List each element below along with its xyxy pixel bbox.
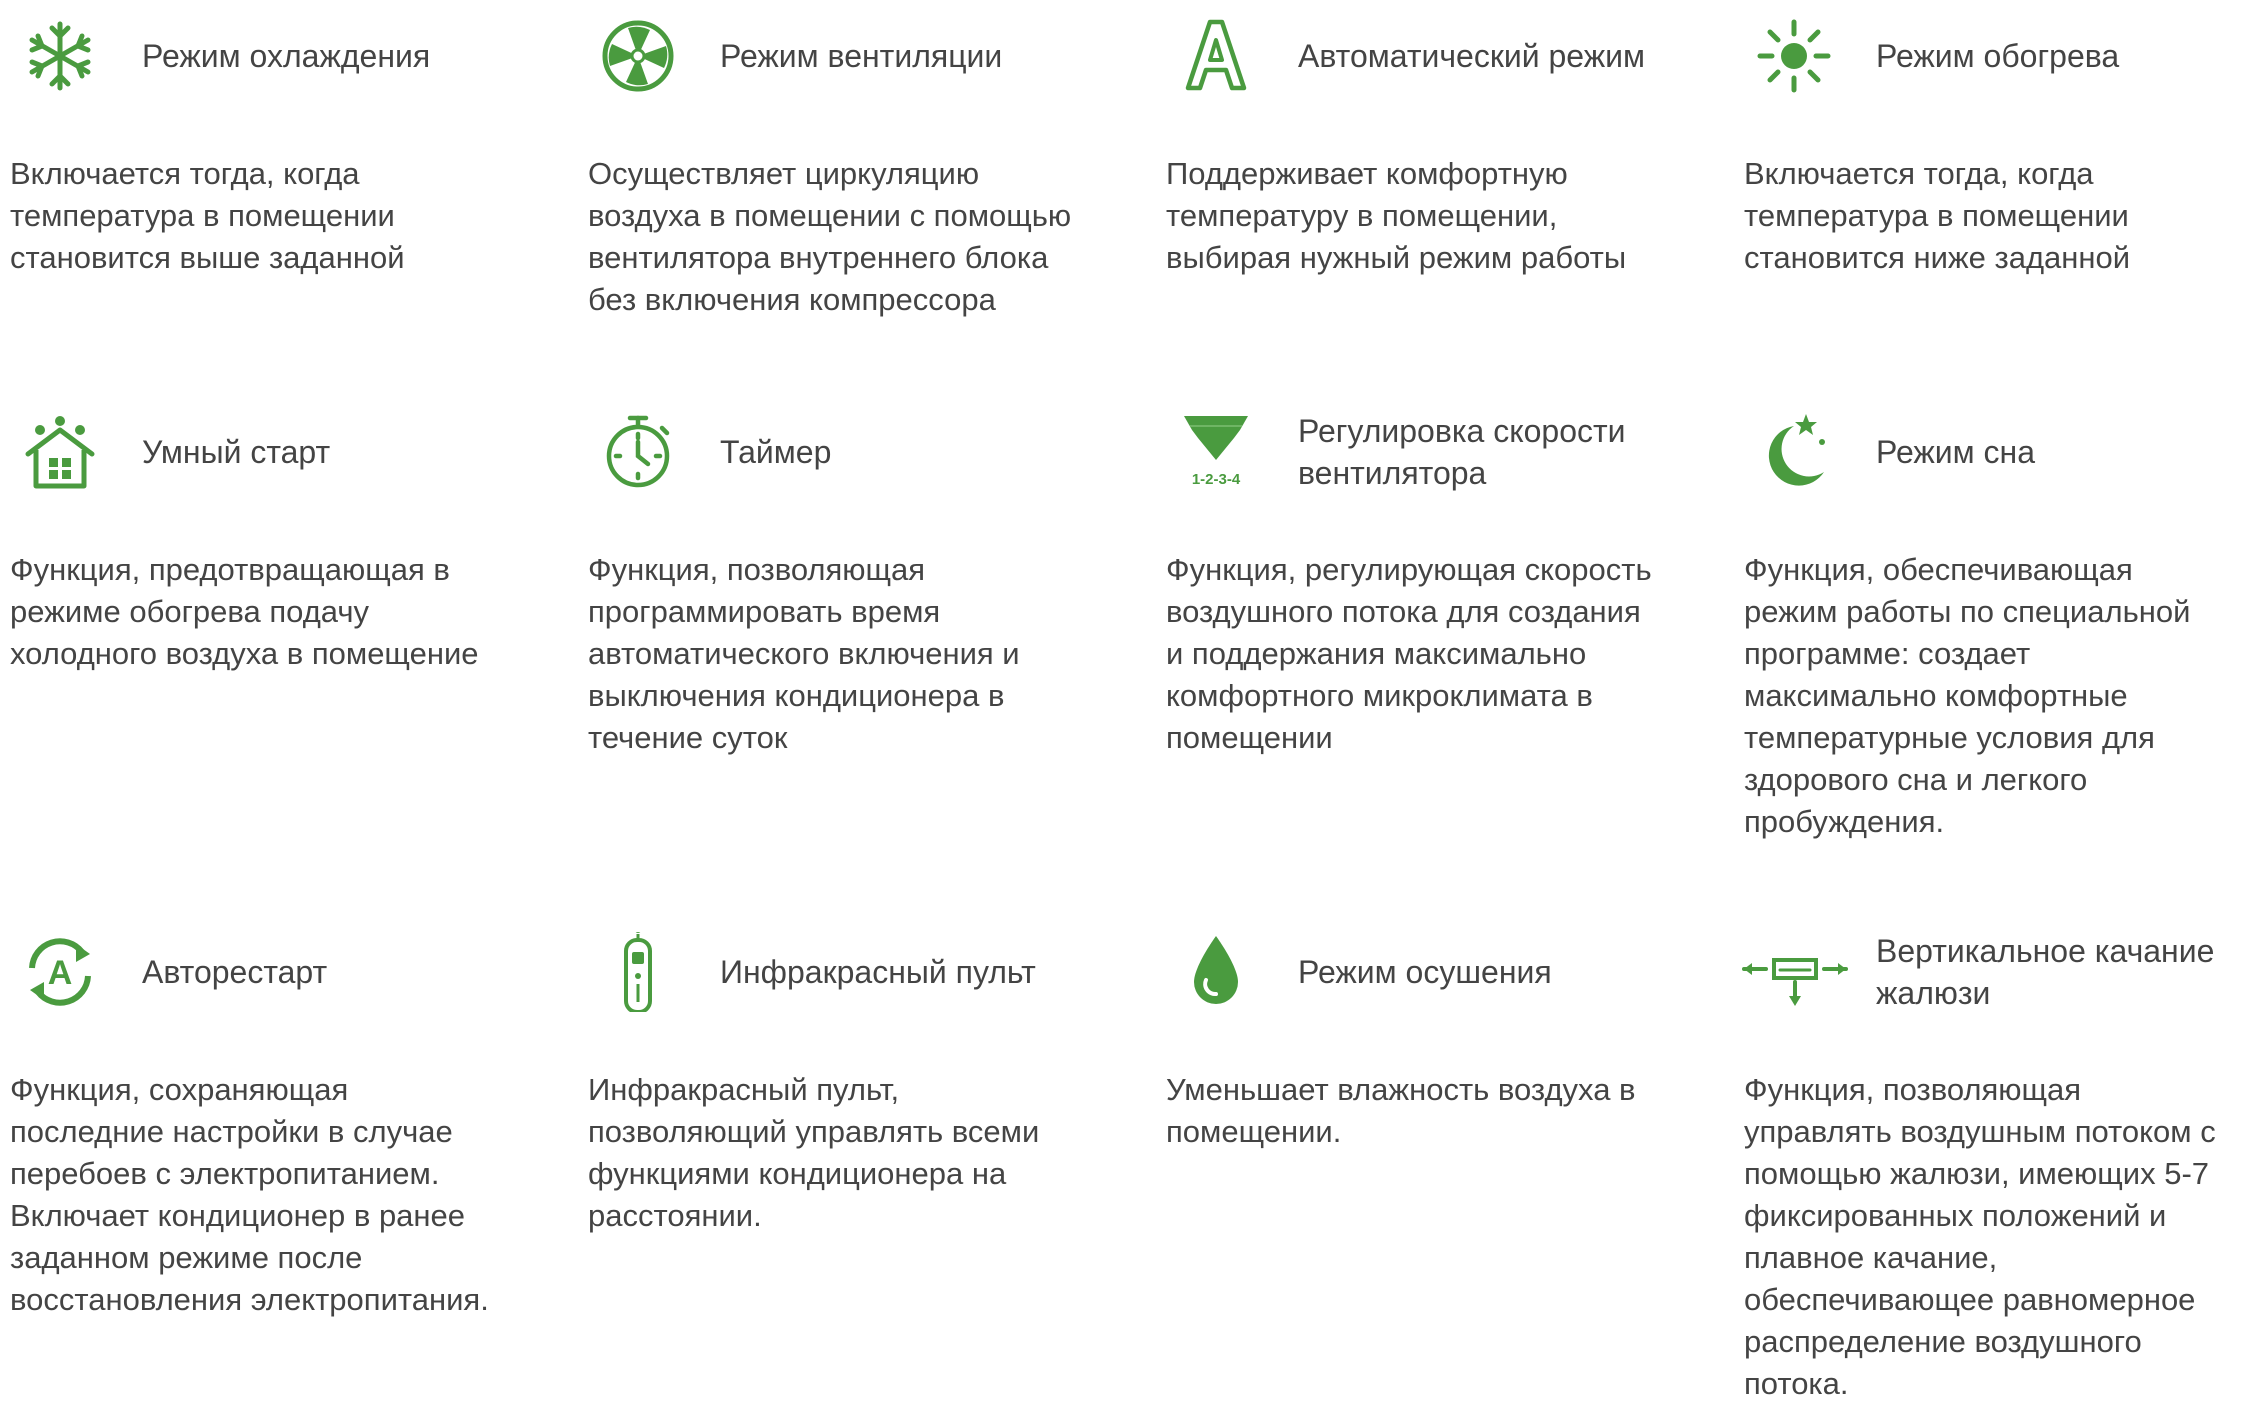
description-line: Функция, позволяющая (1744, 1072, 2082, 1107)
feature-description (1166, 1069, 1706, 1153)
description-line: Включает кондиционер в ранее (10, 1198, 466, 1233)
water-drop-icon (1176, 932, 1256, 1012)
description-line: Поддерживает комфортную (1166, 156, 1568, 191)
description-line: без включения компрессора (588, 282, 996, 317)
description-line: программировать время (588, 594, 941, 629)
feature-description (10, 549, 550, 675)
description-line: помощью жалюзи, имеющих 5-7 (1744, 1156, 2210, 1191)
description-line: здорового сна и легкого (1744, 762, 2088, 797)
feature-title: Режим осушения (1298, 954, 1552, 990)
feature-description (10, 1069, 550, 1321)
description-line: температура в помещении (1744, 198, 2129, 233)
description-line: Включается тогда, когда (1744, 156, 2094, 191)
fan-icon (598, 16, 678, 96)
description-line: температура в помещении (10, 198, 395, 233)
fan-speed-label: 1-2-3-4 (1191, 471, 1241, 488)
title-line: Регулировка скорости (1298, 413, 1626, 449)
description-line: холодного воздуха в помещение (10, 636, 479, 671)
feature-title (1876, 930, 2260, 1014)
description-line: помещении (1166, 720, 1333, 755)
feature-title: Умный старт (142, 434, 331, 470)
house-icon (20, 412, 100, 492)
description-line: режим работы по специальной (1744, 594, 2191, 629)
description-line: Функция, обеспечивающая (1744, 552, 2133, 587)
feature-title: Режим охлаждения (142, 38, 431, 74)
description-line: потока. (1744, 1366, 1849, 1401)
description-line: пробуждения. (1744, 804, 1945, 839)
autorestart-icon (20, 932, 100, 1012)
description-line: программе: создает (1744, 636, 2031, 671)
description-line: становится выше заданной (10, 240, 405, 275)
feature-description (1744, 153, 2260, 279)
title-line: жалюзи (1876, 975, 1991, 1011)
description-line: и поддержания максимально (1166, 636, 1587, 671)
description-line: Функция, сохраняющая (10, 1072, 349, 1107)
remote-control-icon (598, 932, 678, 1012)
description-line: восстановления электропитания. (10, 1282, 489, 1317)
description-line: выключения кондиционера в (588, 678, 1005, 713)
feature-title: Автоматический режим (1298, 38, 1645, 74)
description-line: Функция, предотвращающая в (10, 552, 450, 587)
description-line: распределение воздушного (1744, 1324, 2142, 1359)
feature-description (1744, 1069, 2260, 1405)
feature-title: Инфракрасный пульт (720, 954, 1036, 990)
feature-title: Режим вентиляции (720, 38, 1003, 74)
title-line: вентилятора (1298, 455, 1487, 491)
description-line: комфортного микроклимата в (1166, 678, 1593, 713)
description-line: плавное качание, (1744, 1240, 1998, 1275)
description-line: Функция, позволяющая (588, 552, 926, 587)
description-line: режиме обогрева подачу (10, 594, 369, 629)
description-line: управлять воздушным потоком с (1744, 1114, 2216, 1149)
description-line: воздуха в помещении с помощью (588, 198, 1072, 233)
snowflake-icon (20, 16, 100, 96)
autorestart-letter: A (47, 954, 73, 992)
description-line: температуру в помещении, (1166, 198, 1558, 233)
description-line: позволяющий управлять всеми (588, 1114, 1040, 1149)
feature-description (1166, 153, 1706, 279)
description-line: течение суток (588, 720, 788, 755)
description-line: обеспечивающее равномерное (1744, 1282, 2196, 1317)
title-line: Вертикальное качание (1876, 933, 2215, 969)
description-line: Включается тогда, когда (10, 156, 360, 191)
feature-description (10, 153, 550, 279)
description-line: Уменьшает влажность воздуха в (1166, 1072, 1636, 1107)
description-line: помещении. (1166, 1114, 1342, 1149)
fan-speed-icon (1176, 412, 1256, 492)
description-line: максимально комфортные (1744, 678, 2128, 713)
description-line: выбирая нужный режим работы (1166, 240, 1627, 275)
description-line: температурные условия для (1744, 720, 2155, 755)
feature-description (588, 549, 1128, 759)
louver-swing-icon (1740, 932, 1850, 1012)
feature-description (588, 153, 1128, 321)
feature-description (588, 1069, 1128, 1237)
feature-description (1744, 549, 2260, 843)
description-line: автоматического включения и (588, 636, 1020, 671)
description-line: Функция, регулирующая скорость (1166, 552, 1652, 587)
sun-icon (1754, 16, 1834, 96)
description-line: вентилятора внутреннего блока (588, 240, 1049, 275)
description-line: фиксированных положений и (1744, 1198, 2167, 1233)
description-line: перебоев с электропитанием. (10, 1156, 440, 1191)
description-line: воздушного потока для создания (1166, 594, 1641, 629)
feature-title: Режим сна (1876, 434, 2036, 470)
stopwatch-icon (598, 412, 678, 492)
feature-title: Авторестарт (142, 954, 328, 990)
moon-icon (1754, 412, 1834, 492)
feature-title (1298, 410, 1698, 494)
description-line: заданном режиме после (10, 1240, 363, 1275)
description-line: становится ниже заданной (1744, 240, 2131, 275)
description-line: Инфракрасный пульт, (588, 1072, 900, 1107)
feature-title: Режим обогрева (1876, 38, 2120, 74)
description-line: Осуществляет циркуляцию (588, 156, 980, 191)
feature-description (1166, 549, 1706, 759)
description-line: расстоянии. (588, 1198, 762, 1233)
feature-title: Таймер (720, 434, 832, 470)
letter-a-icon (1176, 16, 1256, 96)
description-line: функциями кондиционера на (588, 1156, 1007, 1191)
description-line: последние настройки в случае (10, 1114, 453, 1149)
